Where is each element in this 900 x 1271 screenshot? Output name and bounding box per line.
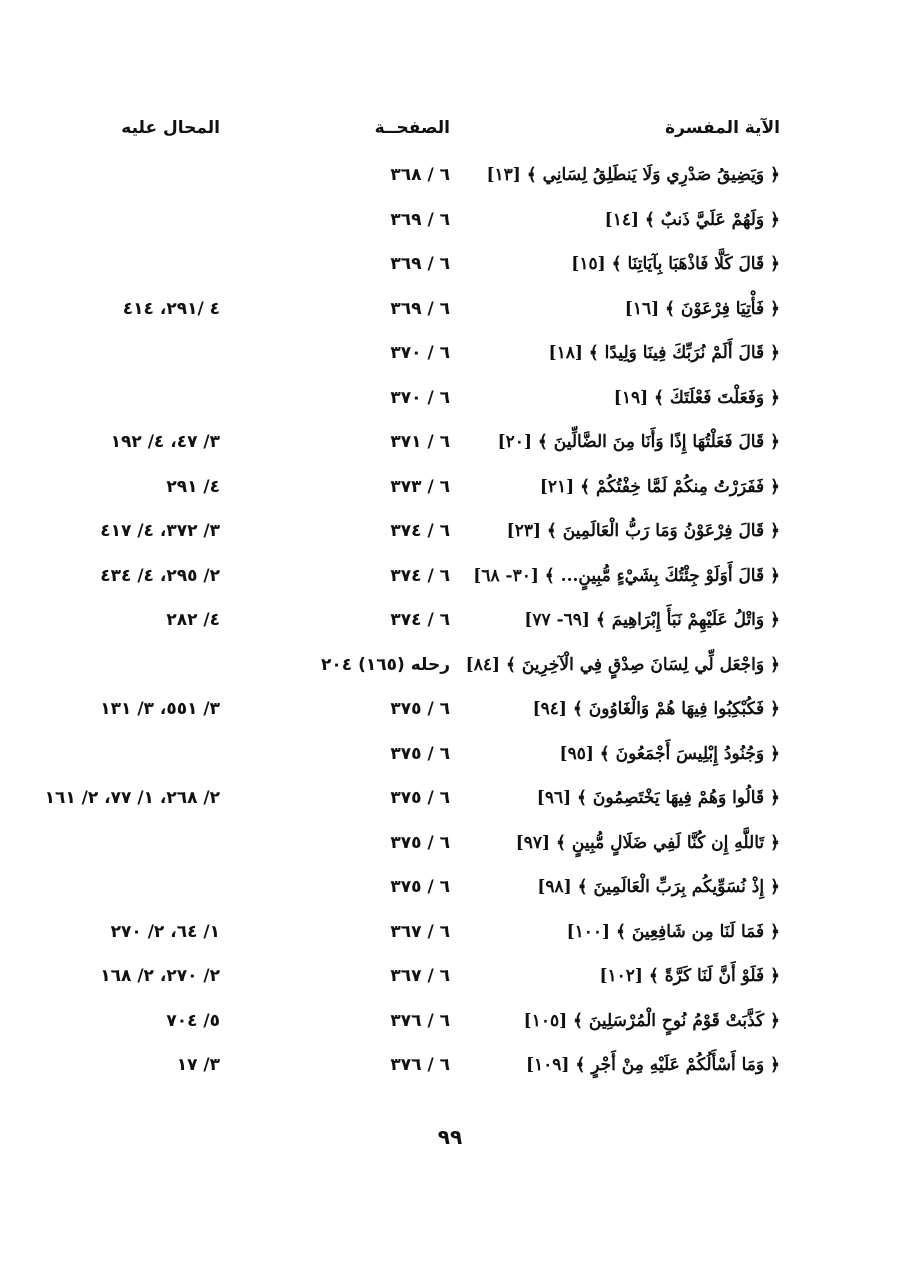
- verse-cell: ﴿ وَيَضِيقُ صَدْرِي وَلَا يَنطَلِقُ لِسَانِي ﴾ [١٣]: [486, 165, 780, 185]
- verse-cell: ﴿ قَالَ أَلَمْ نُرَبِّكَ فِينَا وَلِيدًا ﴾ [١٨]: [548, 343, 780, 363]
- page-cell: ٦ / ٣٧٥: [390, 832, 450, 853]
- header-reference: المحال عليه: [121, 118, 220, 138]
- header-verse: الآية المفسرة: [665, 118, 780, 138]
- reference-cell: ٤/ ٢٩١: [166, 476, 220, 497]
- table-body: [0, 156, 900, 1091]
- page-cell: ٦ / ٣٧٤: [390, 565, 450, 586]
- table-header: [0, 118, 900, 148]
- reference-cell: ١/ ٦٤، ٢/ ٢٧٠: [110, 921, 220, 942]
- reference-cell: ٢/ ٢٧٠، ٢/ ١٦٨: [100, 966, 220, 986]
- table-row: [0, 1002, 900, 1047]
- verse-cell: ﴿ وَاتْلُ عَلَيْهِمْ نَبَأَ إِبْرَاهِيمَ ﴾ [٦٩- ٧٧]: [524, 610, 780, 630]
- table-row: [0, 201, 900, 246]
- verse-cell: ﴿ فَمَا لَنَا مِن شَافِعِينَ ﴾ [١٠٠]: [566, 921, 780, 942]
- reference-cell: ٥/ ٧٠٤: [166, 1010, 220, 1031]
- verse-cell: ﴿ وَجُنُودُ إِبْلِيسَ أَجْمَعُونَ ﴾ [٩٥]: [559, 743, 780, 764]
- verse-cell: ﴿ فَكُبْكِبُوا فِيهَا هُمْ وَالْغَاوُونَ ﴾ [٩٤]: [532, 699, 780, 719]
- reference-cell: ٤/ ٢٨٢: [166, 610, 220, 630]
- verse-cell: ﴿ قَالَ فِرْعَوْنُ وَمَا رَبُّ الْعَالَمِينَ ﴾ [٢٣]: [506, 521, 780, 541]
- verse-cell: ﴿ إِذْ نُسَوِّيكُم بِرَبِّ الْعَالَمِينَ ﴾ [٩٨]: [537, 877, 780, 897]
- verse-cell: ﴿ فَفَرَرْتُ مِنكُمْ لَمَّا خِفْتُكُمْ ﴾ [٢١]: [539, 476, 780, 497]
- reference-cell: ٢/ ٢٦٨، ١/ ٧٧، ٢/ ١٦١: [44, 788, 220, 808]
- verse-cell: ﴿ وَمَا أَسْأَلُكُمْ عَلَيْهِ مِنْ أَجْرٍ ﴾ [١٠٩]: [525, 1055, 780, 1075]
- verse-cell: ﴿ وَفَعَلْتَ فَعْلَتَكَ ﴾ [١٩]: [613, 387, 780, 408]
- page-cell: ٦ / ٣٧٤: [390, 610, 450, 630]
- table-row: [0, 379, 900, 424]
- verse-cell: ﴿ كَذَّبَتْ قَوْمُ نُوحٍ الْمُرْسَلِينَ ﴾ [١٠٥]: [523, 1010, 780, 1031]
- verse-cell: ﴿ قَالُوا وَهُمْ فِيهَا يَخْتَصِمُونَ ﴾ [٩٦]: [536, 788, 780, 808]
- verse-cell: ﴿ وَاجْعَل لِّي لِسَانَ صِدْقٍ فِي الْآخِرِينَ ﴾ [٨٤]: [465, 654, 780, 675]
- table-row: [0, 423, 900, 468]
- verse-cell: ﴿ فَأْتِيَا فِرْعَوْنَ ﴾ [١٦]: [624, 298, 780, 319]
- page-cell: ٦ / ٣٧٤: [390, 521, 450, 541]
- table-row: [0, 601, 900, 646]
- page-cell: ٦ / ٣٦٧: [390, 966, 450, 986]
- table-row: [0, 245, 900, 290]
- page-cell: ٦ / ٣٧٥: [390, 877, 450, 897]
- reference-cell: ٢/ ٢٩٥، ٤/ ٤٣٤: [100, 565, 220, 586]
- reference-cell: ٣/ ١٧: [176, 1055, 220, 1075]
- table-row: [0, 156, 900, 201]
- page-number: ٩٩: [437, 1125, 463, 1149]
- table-row: [0, 290, 900, 335]
- verse-cell: ﴿ قَالَ فَعَلْتُهَا إِذًا وَأَنَا مِنَ الضَّالِّينَ ﴾ [٢٠]: [497, 432, 780, 452]
- page-cell: ٦ / ٣٧٥: [390, 743, 450, 764]
- page-cell: ٦ / ٣٧٥: [390, 788, 450, 808]
- page-cell: ٦ / ٣٦٨: [390, 165, 450, 185]
- reference-cell: ٣/ ٣٧٢، ٤/ ٤١٧: [100, 521, 220, 541]
- page-cell: ٦ / ٣٧٠: [390, 343, 450, 363]
- verse-cell: ﴿ فَلَوْ أَنَّ لَنَا كَرَّةً ﴾ [١٠٢]: [599, 966, 780, 986]
- table-row: [0, 779, 900, 824]
- reference-cell: ٣/ ٤٧، ٤/ ١٩٢: [110, 432, 220, 452]
- reference-cell: ٣/ ٥٥١، ٣/ ١٣١: [100, 699, 220, 719]
- page-cell: ٦ / ٣٦٧: [390, 921, 450, 942]
- page-cell: ٦ / ٣٧٦: [390, 1010, 450, 1031]
- page-cell: ٦ / ٣٧٣: [390, 476, 450, 497]
- verse-cell: ﴿ قَالَ كَلَّا فَاذْهَبَا بِآيَاتِنَا ﴾ [١٥]: [571, 254, 780, 274]
- page-cell: ٦ / ٣٧٥: [390, 699, 450, 719]
- reference-cell: ٤ /٢٩١، ٤١٤: [122, 298, 220, 319]
- table-row: [0, 557, 900, 602]
- table-row: [0, 913, 900, 958]
- table-row: [0, 512, 900, 557]
- page-cell: ٦ / ٣٧٦: [390, 1055, 450, 1075]
- table-row: [0, 824, 900, 869]
- table-row: [0, 868, 900, 913]
- verse-cell: ﴿ قَالَ أَوَلَوْ جِئْتُكَ بِشَيْءٍ مُّبِينٍ... ﴾ [٣٠- ٦٨]: [473, 565, 780, 586]
- table-row: [0, 690, 900, 735]
- table-row: [0, 334, 900, 379]
- page-cell: ٦ / ٣٧٠: [390, 387, 450, 408]
- page-cell: ٦ / ٣٦٩: [390, 254, 450, 274]
- page-cell: ٦ / ٣٧١: [390, 432, 450, 452]
- page-cell: ٦ / ٣٦٩: [390, 209, 450, 230]
- table-row: [0, 468, 900, 513]
- verse-cell: ﴿ وَلَهُمْ عَلَيَّ ذَنبٌ ﴾ [١٤]: [604, 209, 780, 230]
- table-row: [0, 646, 900, 691]
- table-row: [0, 1046, 900, 1091]
- table-row: [0, 957, 900, 1002]
- verse-cell: ﴿ تَاللَّهِ إِن كُنَّا لَفِي ضَلَالٍ مُّبِينٍ ﴾ [٩٧]: [515, 832, 780, 853]
- page-cell: رحله (١٦٥) ٢٠٤: [321, 654, 450, 675]
- page-cell: ٦ / ٣٦٩: [390, 298, 450, 319]
- table-row: [0, 735, 900, 780]
- header-page: الصفحــة: [374, 118, 450, 138]
